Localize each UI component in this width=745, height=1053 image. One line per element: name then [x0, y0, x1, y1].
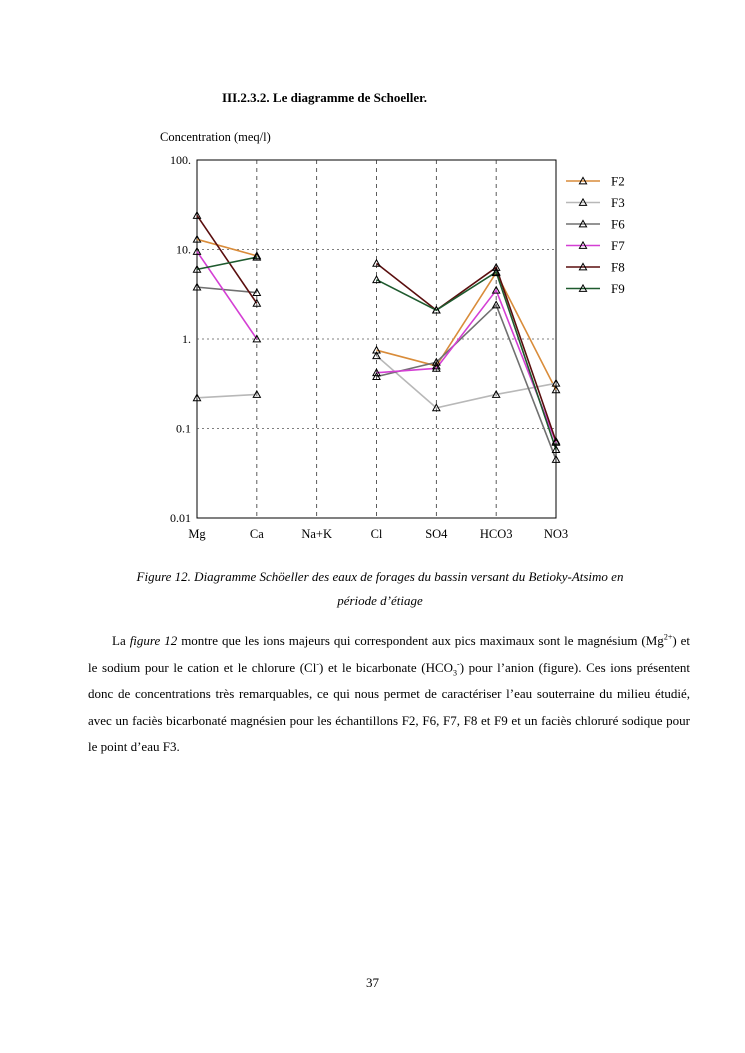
y-tick-label: 0.01 [170, 511, 191, 525]
series-line-f7 [197, 251, 257, 339]
x-category-label: Mg [188, 527, 206, 541]
x-category-label: Na+K [301, 527, 332, 541]
series-line-f8 [377, 263, 557, 441]
x-category-label: NO3 [543, 527, 569, 541]
x-category-label: SO4 [425, 527, 448, 541]
y-tick-label: 0.1 [176, 421, 191, 436]
figure-caption-line1: Figure 12. Diagramme Schöeller des eaux de forages du bassin versant du Betioky-Atsimo en [136, 569, 624, 584]
legend-label-f8: F8 [611, 259, 625, 275]
series-line-f2 [197, 239, 257, 256]
y-axis-title: Concentration (meq/l) [160, 130, 271, 144]
y-tick-label: 100. [170, 153, 191, 167]
series-line-f7 [377, 290, 557, 442]
legend-label-f7: F7 [611, 238, 625, 253]
body-paragraph: La figure 12 montre que les ions majeurs qui correspondent aux pics maximaux sont le magnésium $(Mg^{2+})$ et le sodium pour le cation et le chlorure (Cl-) et le bicarbonate $(HCO_3^-)$ pour l’anion (figure). Ces ions présentent donc de concentrations très remarquables, ce qui nous permet de caractériser l’eau souterraine du milieu étudié, avec un faciès bicarbonaté magnésien pour les échantillons F2, F6, F7, F8 et F9 et un faciès chloruré sodique pour le point d’eau F3. [88, 632, 691, 755]
page-number: 37 [366, 975, 379, 990]
legend-label-f3: F3 [611, 195, 625, 210]
x-category-label: Ca [249, 527, 264, 541]
legend-label-f2: F2 [611, 173, 625, 189]
legend-label-f9: F9 [611, 281, 625, 296]
section-heading: III.2.3.2. Le diagramme de Schoeller. [222, 90, 427, 105]
legend-label-f6: F6 [611, 216, 625, 232]
y-tick-label: 1. [182, 332, 191, 346]
x-category-label: Cl [370, 527, 383, 541]
series-line-f3 [197, 394, 257, 397]
figure-caption-line2: période d’étiage [337, 593, 423, 608]
y-tick-label: 10. [176, 242, 191, 257]
x-category-label: HCO3 [479, 527, 513, 541]
